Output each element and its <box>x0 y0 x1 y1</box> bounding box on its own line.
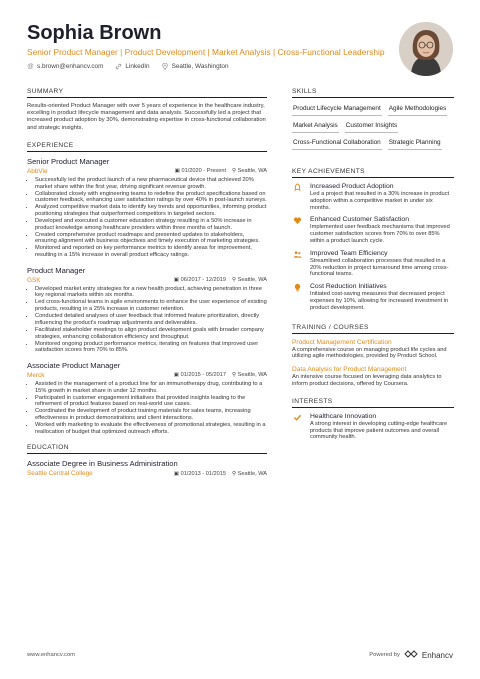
bullet: • Collaborated closely with engineering teams to redefine the product specifications based on customer feedback, enhancing user satisfaction ratings by over 40% in post-launch surveys. <box>35 191 267 204</box>
job-bullets <box>27 177 267 259</box>
bullet: • Coordinated the development of product training materials for sales teams, increasing effectiveness in product demonstrations and client interactions. <box>35 408 267 421</box>
skills-section <box>292 88 454 150</box>
avatar <box>399 22 453 76</box>
course-desc: A comprehensive course on managing product life cycles and utilizing agile methodologies, provided by Product School. <box>292 346 447 360</box>
achievement-desc: Implemented user feedback mechanisms that improved customer satisfaction scores from 70% to over 85% within a product launch cycle. <box>310 224 450 244</box>
bullet: • Participated in customer engagement initiatives that provided insights leading to the refinement of product features based on real-world use cases. <box>35 395 267 408</box>
job-entry <box>27 157 267 259</box>
lightbulb-icon <box>292 283 302 311</box>
footer-brand <box>369 650 453 660</box>
job-dates-location <box>174 372 267 378</box>
candidate-title: Senior Product Manager | Product Development | Market Analysis | Cross-Functional Leadership <box>27 47 385 57</box>
achievement-item <box>292 216 454 244</box>
course-item <box>292 366 454 388</box>
job-title: Product Manager <box>27 265 86 275</box>
job-meta <box>27 372 267 379</box>
bullet: • Analyzed competitive market data to identify key trends and opportunities, informing product positioning strategies that outperformed competitors in targeted sectors. <box>35 204 267 217</box>
location-pin-icon: ⚲ <box>232 470 237 477</box>
education-heading: EDUCATION <box>27 444 267 454</box>
course-item <box>292 339 454 361</box>
resume-header <box>27 22 407 70</box>
experience-heading: EXPERIENCE <box>27 142 267 152</box>
bullet: • Monitored ongoing product performance metrics, iterating on features that improved user satisfaction scores from 70% to 85%. <box>35 341 267 354</box>
summary-section <box>27 88 267 132</box>
achievements-section <box>292 168 454 312</box>
heart-icon <box>292 216 302 244</box>
location-pin-icon: ⚲ <box>232 168 237 175</box>
calendar-icon: ▣ <box>173 470 180 477</box>
experience-section <box>27 142 267 436</box>
job-company: GSK <box>27 276 41 284</box>
contact-row <box>27 63 407 70</box>
education-location: Seattle, WA <box>237 470 267 477</box>
bullet: • Developed and executed a customer education strategy resulting in a 50% increase in product knowledge among healthcare providers within three months of launch. <box>35 218 267 231</box>
interests-section <box>292 398 454 441</box>
job-dates: 06/2017 - 12/2019 <box>180 277 226 284</box>
bullet: • Conducted detailed analyses of user feedback that informed feature prioritization, directly influencing the product's roadmap adjustments and deliverables. <box>35 313 267 326</box>
education-meta <box>27 470 267 477</box>
interests-heading: INTERESTS <box>292 398 454 408</box>
job-entry <box>27 266 267 354</box>
bullet: • Successfully led the product launch of a new pharmaceutical device that achieved 20% market share within the first year, driving significant revenue growth. <box>35 177 267 190</box>
contact-linkedin[interactable] <box>115 63 149 70</box>
achievement-desc: Streamlined collaboration processes that resulted in a 20% reduction in project turnaround time among cross-functional teams. <box>310 257 449 278</box>
job-dates: 01/2020 - Present <box>181 168 226 175</box>
achievement-item <box>292 283 454 311</box>
education-degree: Associate Degree in Business Administration <box>27 459 178 469</box>
achievement-item <box>292 183 454 211</box>
calendar-icon: ▣ <box>173 277 180 284</box>
skills-list <box>292 103 454 150</box>
linkedin-text: LinkedIn <box>125 63 150 70</box>
job-dates: 01/2015 - 05/2017 <box>180 372 226 379</box>
education-dates: 01/2013 - 01/2015 <box>180 470 226 477</box>
job-bullets <box>27 381 267 436</box>
course-desc: An intensive course focused on leveraging data analytics to inform product decisions, offered by Coursera. <box>292 374 442 387</box>
job-location: Seattle, WA <box>237 168 267 175</box>
job-title: Associate Product Manager <box>27 360 121 370</box>
education-section <box>27 444 267 477</box>
bullet: • Created comprehensive product roadmaps and presented updates to stakeholders, ensuring alignment with business objectives and timely execution of marketing strategies. <box>35 232 267 245</box>
skill-tag: Strategic Planning <box>388 137 442 150</box>
job-location: Seattle, WA <box>237 372 267 379</box>
interest-item <box>292 413 454 441</box>
education-dates-location <box>174 471 267 477</box>
left-column <box>27 88 267 477</box>
location-text: Seattle, Washington <box>171 63 229 70</box>
job-company: AbbVie <box>27 167 48 175</box>
bullet: • Assisted in the management of a product line for an immunotherapy drug, contributing to a 15% growth in market share in under 12 months. <box>35 381 267 394</box>
achievement-title: Increased Product Adoption <box>310 183 394 190</box>
contact-location <box>162 63 229 70</box>
bullet: • Facilitated stakeholder meetings to align product development goals with broader company strategies, enhancing collaboration efficiency and throughput. <box>35 327 267 340</box>
skill-tag: Product Lifecycle Management <box>292 103 382 116</box>
achievement-title: Improved Team Efficiency <box>310 249 388 257</box>
training-section <box>292 324 454 388</box>
right-column <box>292 88 454 446</box>
summary-heading: SUMMARY <box>27 88 267 98</box>
bullet: • Led cross-functional teams in agile environments to enhance the user experience of existing products, resulting in a 25% increase in customer retention. <box>35 299 267 312</box>
people-icon <box>292 250 302 278</box>
calendar-icon: ▣ <box>173 372 180 379</box>
location-pin-icon: ⚲ <box>232 277 237 284</box>
job-dates-location <box>175 168 267 174</box>
enhancv-logo-icon <box>404 650 418 660</box>
bullet: • Monitored and reported on key performance metrics to identify areas for improvement, resulting in a 15% increase in overall product efficacy ratings. <box>35 245 267 258</box>
email-text: s.brown@enhancv.com <box>37 63 104 70</box>
check-icon <box>292 413 302 441</box>
job-company: Merck <box>27 371 45 379</box>
achievement-item <box>292 250 454 278</box>
skill-tag: Customer Insights <box>345 120 399 133</box>
skill-tag: Cross-Functional Collaboration <box>292 137 382 150</box>
link-icon <box>115 63 122 70</box>
avatar-photo <box>399 22 453 76</box>
candidate-name: Sophia Brown <box>27 22 162 44</box>
interest-title: Healthcare Innovation <box>310 412 377 420</box>
footer-site-link[interactable]: www.enhancv.com <box>27 652 75 658</box>
achievement-desc: Initiated cost-saving measures that decreased project expenses by 10%, allowing for increased investment in product development. <box>310 291 449 311</box>
location-pin-icon <box>162 63 169 70</box>
achievements-heading: KEY ACHIEVEMENTS <box>292 168 454 178</box>
calendar-icon: ▣ <box>174 168 180 175</box>
footer <box>27 650 453 660</box>
contact-email[interactable] <box>27 63 103 70</box>
job-meta <box>27 277 267 284</box>
at-icon: @ <box>27 63 34 70</box>
brand-name[interactable]: Enhancv <box>421 650 453 660</box>
interest-desc: A strong interest in developing cutting-edge healthcare products that improve patient outcomes and overall community health. <box>310 420 448 441</box>
course-title: Product Management Certification <box>292 338 392 346</box>
course-title: Data Analysis for Product Management <box>292 366 407 374</box>
education-school: Seattle Central College <box>27 470 93 478</box>
job-bullets <box>27 286 267 354</box>
job-location: Seattle, WA <box>237 277 267 284</box>
summary-text: Results-oriented Product Manager with over 5 years of experience in the healthcare industry, excelling in product lifecycle management and data analysis. Successfully led a project that increased product adoption by 30%, demonstrating expertise in cross-functional collaboration and strategic insights. <box>27 103 266 131</box>
skill-tag: Agile Methodologies <box>388 103 448 116</box>
job-title: Senior Product Manager <box>27 156 110 166</box>
training-heading: TRAINING / COURSES <box>292 324 454 334</box>
job-meta <box>27 168 267 175</box>
job-dates-location <box>174 277 267 283</box>
skills-heading: SKILLS <box>292 88 454 98</box>
powered-by-text: Powered by <box>369 652 400 658</box>
achievement-title: Enhanced Customer Satisfaction <box>310 216 409 224</box>
job-entry <box>27 361 267 436</box>
bullet: • Developed market entry strategies for a new health product, achieving penetration in three key regional markets within six months. <box>35 286 267 299</box>
rocket-icon <box>292 183 302 211</box>
bullet: • Worked with marketing to evaluate the effectiveness of promotional strategies, resulting in a reallocation of budget that optimized outreach efforts. <box>35 422 267 435</box>
location-pin-icon: ⚲ <box>232 372 237 379</box>
skill-tag: Market Analysis <box>292 120 339 133</box>
achievement-title: Cost Reduction Initiatives <box>310 283 387 291</box>
achievement-desc: Led a project that resulted in a 30% increase in product adoption within a competitive market in under six months. <box>310 191 450 211</box>
